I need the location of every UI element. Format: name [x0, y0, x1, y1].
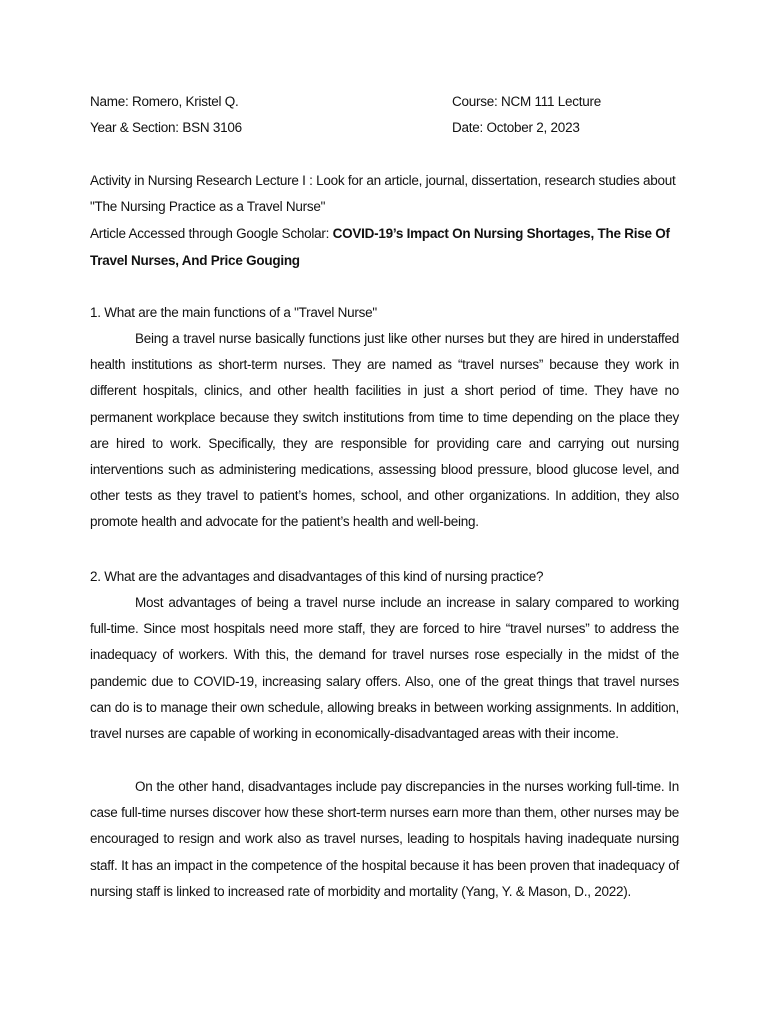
- year-section: Year & Section: BSN 3106: [90, 120, 242, 135]
- activity-line-1: Activity in Nursing Research Lecture I : Look for an article, journal, dissertation, research studies about: [90, 173, 676, 188]
- activity-line-2: "The Nursing Practice as a Travel Nurse": [90, 199, 326, 214]
- date-label: Date: October 2, 2023: [452, 120, 580, 135]
- student-name: Name: Romero, Kristel Q.: [90, 94, 239, 109]
- article-accessed-line: [90, 225, 670, 243]
- answer-2-paragraph-1: Most advantages of being a travel nurse include an increase in salary compared to working full-time. Since most hospitals need more staff, they are forced to hire “travel nurses” to address the inadequacy of workers. With this, the demand for travel nurses rose especially in the midst of the pandemic due to COVID-19, increasing salary offers. Also, one of the great things that travel nurses can do is to manage their own schedule, allowing breaks in between working assignments. In addition, travel nurses are capable of working in economically-disadvantaged areas with their income.: [90, 595, 679, 742]
- article-title-part-2: Travel Nurses, And Price Gouging: [90, 253, 300, 268]
- question-1: 1. What are the main functions of a "Travel Nurse": [90, 305, 377, 320]
- accessed-prefix: Article Accessed through Google Scholar:: [90, 226, 333, 241]
- answer-2-paragraph-2: On the other hand, disadvantages include pay discrepancies in the nurses working full-time. In case full-time nurses discover how these short-term nurses earn more than them, other nurses may be encouraged to resign and work also as travel nurses, leading to hospitals having inadequate nursing staff. It has an impact in the competence of the hospital because it has been proven that inadequacy of nursing staff is linked to increased rate of morbidity and mortality (Yang, Y. & Mason, D., 2022).: [90, 779, 679, 899]
- question-2: 2. What are the advantages and disadvantages of this kind of nursing practice?: [90, 569, 544, 584]
- course-label: Course: NCM 111 Lecture: [452, 94, 602, 109]
- article-title-part-1: COVID-19’s Impact On Nursing Shortages, The Rise Of: [332, 226, 670, 241]
- answer-1-paragraph: Being a travel nurse basically functions just like other nurses but they are hired in understaffed health institutions as short-term nurses. They are named as “travel nurses” because they work in different hospitals, clinics, and other health facilities in just a short period of time. They have no permanent workplace because they switch institutions from time to time depending on the place they are hired to work. Specifically, they are responsible for providing care and carrying out nursing interventions such as administering medications, assessing blood pressure, blood glucose level, and other tests as they travel to patient’s homes, school, and other organizations. In addition, they also promote health and advocate for the patient’s health and well-being.: [90, 331, 679, 530]
